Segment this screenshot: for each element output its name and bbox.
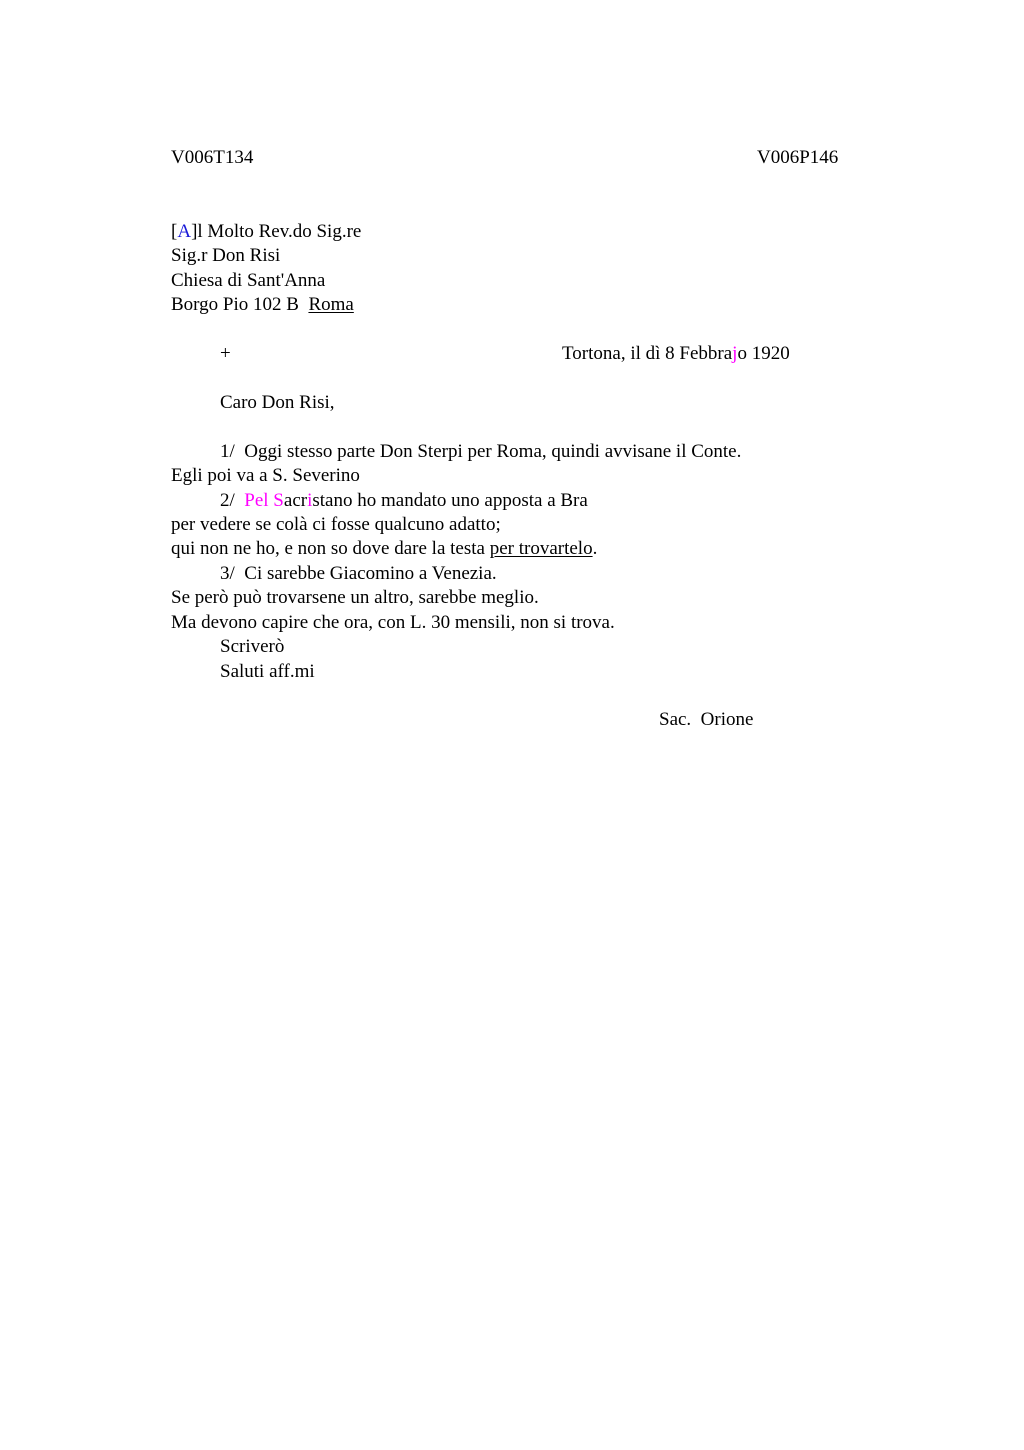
date-line — [562, 342, 790, 366]
date-part-2: o 1920 — [737, 343, 790, 364]
address-street: Borgo Pio 102 B — [171, 294, 309, 315]
annotation-magenta-1: Pel S — [244, 490, 284, 511]
closing-line-2: Saluti aff.mi — [220, 661, 315, 682]
cross-symbol: + — [220, 343, 231, 364]
address-line-4 — [171, 293, 354, 317]
paragraph-2-line-3-end: . — [592, 538, 598, 559]
address-line-1 — [171, 220, 361, 244]
signature: Sac. Orione — [659, 709, 754, 730]
address-city: Roma — [308, 294, 354, 315]
paragraph-2-line-2: per vedere se colà ci fosse qualcuno adatto; — [171, 514, 501, 535]
greeting: Caro Don Risi, — [220, 392, 335, 413]
restored-letter: A — [177, 221, 192, 242]
paragraph-1-line-1: 1/ Oggi stesso parte Don Sterpi per Roma, quindi avvisane il Conte. — [220, 441, 742, 462]
paragraph-2-text-2: stano ho mandato uno apposta a Bra — [312, 490, 588, 511]
paragraph-3-line-1: 3/ Ci sarebbe Giacomino a Venezia. — [220, 563, 497, 584]
address-line-2: Sig.r Don Risi — [171, 245, 281, 266]
paragraph-2-text-1: acr — [283, 490, 308, 511]
date-highlight: j — [732, 343, 738, 364]
paragraph-2-line-3-text: qui non ne ho, e non so dove dare la testa — [171, 538, 490, 559]
document-code-left: V006T134 — [171, 147, 254, 168]
paragraph-2-line-3 — [171, 537, 597, 561]
page-code-right: V006P146 — [757, 147, 839, 168]
address-line-3: Chiesa di Sant'Anna — [171, 270, 326, 291]
date-part-1: Tortona, il dì 8 Febbra — [562, 343, 733, 364]
address-line-1-rest: ]l Molto Rev.do Sig.re — [191, 221, 362, 242]
bracket-open: [ — [171, 221, 178, 242]
annotation-magenta-2: i — [307, 490, 313, 511]
paragraph-3-line-2: Se però può trovarsene un altro, sarebbe meglio. — [171, 587, 539, 608]
closing-line-1: Scriverò — [220, 636, 285, 657]
paragraph-2-line-1 — [220, 489, 588, 513]
paragraph-1-line-2: Egli poi va a S. Severino — [171, 465, 360, 486]
paragraph-3-line-3: Ma devono capire che ora, con L. 30 mensili, non si trova. — [171, 612, 615, 633]
paragraph-2-number: 2/ — [220, 490, 245, 511]
underlined-phrase: per trovartelo — [489, 538, 593, 559]
